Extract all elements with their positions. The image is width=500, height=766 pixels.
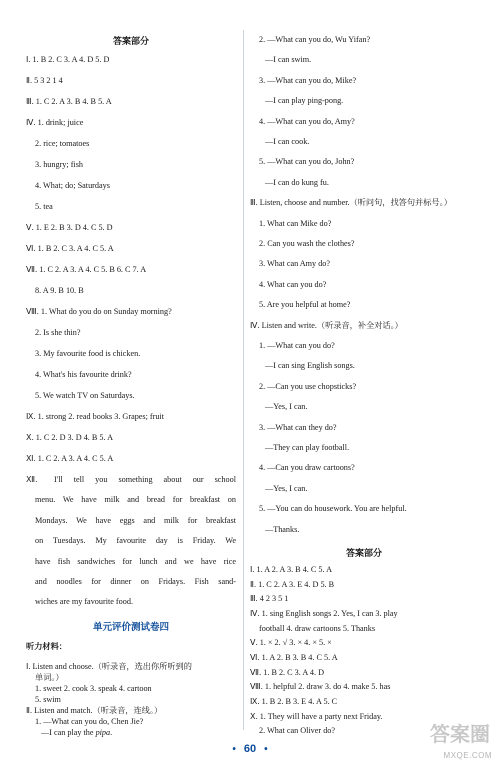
dialogue-line: 1. —What can you do? xyxy=(259,341,335,350)
dialogue-line: 3. —What can you do, Mike? xyxy=(259,75,357,85)
column-divider xyxy=(243,30,244,730)
page-dot-right: • xyxy=(264,744,268,755)
answer-line: Ⅷ. 1. helpful 2. draw 3. do 4. make 5. has xyxy=(250,682,391,692)
answer-line: 4. What's his favourite drink? xyxy=(35,370,132,379)
essay-line: on Tuesdays. My favourite day is Friday. We xyxy=(35,536,236,546)
answer-line: 4. What; do; Saturdays xyxy=(35,181,110,190)
answer-line: 3. hungry; fish xyxy=(35,160,83,169)
line-text: —I can play the xyxy=(41,727,96,737)
dialogue-line: 2. —Can you use chopsticks? xyxy=(259,381,357,391)
watermark-logo xyxy=(428,718,494,762)
answer-line: Ⅵ. 1. B 2. C 3. A 4. C 5. A xyxy=(26,244,114,253)
question-line: 1. What can Mike do? xyxy=(259,218,332,228)
dialogue-line: 5. —You can do housework. You are helpful. xyxy=(259,504,407,514)
question-line: 5. Are you helpful at home? xyxy=(259,300,351,310)
dialogue-line: —I can play ping-pong. xyxy=(265,96,344,106)
listening-line: Ⅱ. Listen and match.（听录音，连线。） xyxy=(26,705,163,715)
answer-line: Ⅲ. 4 2 3 5 1 xyxy=(250,594,289,604)
question-line: 4. What can you do? xyxy=(259,279,327,289)
dialogue-line: 5. —What can you do, John? xyxy=(259,157,355,167)
answer-line: 3. My favourite food is chicken. xyxy=(35,349,141,358)
dialogue-line: —I can swim. xyxy=(265,55,312,65)
essay-line: Mondays. We have eggs and milk for breakfast xyxy=(35,515,236,525)
dialogue-line: —I can cook. xyxy=(265,137,310,146)
answer-section-title: 答案部分 xyxy=(112,36,149,46)
section-heading: Ⅳ. Listen and write.（听录音，补全对话。） xyxy=(250,320,403,330)
answer-line: Ⅳ. 1. drink; juice xyxy=(26,118,84,127)
dialogue-line: —Thanks. xyxy=(265,524,300,534)
answer-line: Ⅸ. 1. B 2. B 3. E 4. A 5. C xyxy=(250,697,338,706)
answer-line: Ⅵ. 1. A 2. B 3. B 4. C 5. A xyxy=(250,653,338,662)
answer-line: 5. We watch TV on Saturdays. xyxy=(35,391,135,400)
answer-line: Ⅴ. 1. E 2. B 3. D 4. C 5. D xyxy=(26,223,113,232)
answer-line: Ⅴ. 1. × 2. √ 3. × 4. × 5. × xyxy=(250,638,332,648)
dialogue-line: —They can play football. xyxy=(265,443,350,452)
answer-line: Ⅰ. 1. A 2. A 3. B 4. C 5. A xyxy=(250,565,333,574)
dialogue-line: —Yes, I can. xyxy=(265,402,308,412)
listening-line: 1. —What can you do, Chen Jie? xyxy=(35,716,144,726)
listening-line: 1. sweet 2. cook 3. speak 4. cartoon xyxy=(35,683,152,693)
essay-line: I'll tell you something about our school xyxy=(54,475,236,484)
question-line: 3. What can Amy do? xyxy=(259,259,331,269)
answer-line: football 4. draw cartoons 5. Thanks xyxy=(259,623,376,633)
line-text: . xyxy=(110,727,113,737)
answer-line: Ⅷ. 1. What do you do on Sunday morning? xyxy=(26,307,172,316)
answer-line: Ⅰ. 1. B 2. C 3. A 4. D 5. D xyxy=(26,55,110,64)
answer-line: 2. Is she thin? xyxy=(35,328,81,337)
section-heading: Ⅲ. Listen, choose and number.（听问句，找答句并标号。） xyxy=(250,198,452,208)
essay-line: menu. We have milk and bread for breakfast on xyxy=(35,495,236,505)
answer-line: Ⅳ. 1. sing English songs 2. Yes, I can 3. play xyxy=(250,609,398,618)
listening-title: 听力材料： xyxy=(26,641,67,651)
dialogue-line: —I can sing English songs. xyxy=(265,361,355,371)
page-dot-left: • xyxy=(232,744,236,755)
question-line: 2. Can you wash the clothes? xyxy=(259,239,355,248)
listening-line: 5. swim xyxy=(35,694,61,704)
dialogue-line: 4. —What can you do, Amy? xyxy=(259,116,355,126)
answer-line: 8. A 9. B 10. B xyxy=(35,286,84,295)
answer-section-title: 答案部分 xyxy=(345,548,382,558)
answer-line: 2. rice; tomatoes xyxy=(35,139,90,148)
essay-line: and noodles for dinner on Fridays. Fish sand- xyxy=(35,577,236,586)
essay-label: Ⅻ. xyxy=(26,475,38,484)
listening-line: Ⅰ. Listen and choose.（听录音，选出你所听到的 xyxy=(26,661,192,671)
listening-line: 单词。） xyxy=(35,672,64,682)
italic-word: pipa xyxy=(95,727,111,737)
page-number-text: 60 xyxy=(243,743,257,755)
dialogue-line: —Yes, I can. xyxy=(265,483,308,493)
answer-line: Ⅺ. 1. C 2. A 3. A 4. C 5. A xyxy=(26,454,114,463)
listening-line xyxy=(41,727,112,738)
answer-line: Ⅶ. 1. C 2. A 3. A 4. C 5. B 6. C 7. A xyxy=(26,265,147,274)
answer-line: Ⅲ. 1. C 2. A 3. B 4. B 5. A xyxy=(26,97,112,106)
dialogue-line: —I can do kung fu. xyxy=(265,177,329,187)
answer-line: Ⅹ. 1. C 2. D 3. D 4. B 5. A xyxy=(26,433,114,442)
answer-line: Ⅹ. 1. They will have a party next Friday. xyxy=(250,711,383,721)
dialogue-line: 3. —What can they do? xyxy=(259,422,337,432)
unit-test-title: 单元评价测试卷四 xyxy=(92,621,169,633)
answer-line: Ⅱ. 5 3 2 1 4 xyxy=(26,76,63,85)
answer-line: Ⅶ. 1. B 2. C 3. A 4. D xyxy=(250,667,324,677)
answer-line: Ⅸ. 1. strong 2. read books 3. Grapes; fruit xyxy=(26,412,165,421)
answer-line: 2. What can Oliver do? xyxy=(259,726,336,736)
dialogue-line: 4. —Can you draw cartoons? xyxy=(259,463,355,473)
essay-line: have fish sandwiches for lunch and we have rice xyxy=(35,556,236,566)
watermark-logo-text: 答案圈 xyxy=(430,724,490,746)
watermark-site-text: MXQE.COM xyxy=(443,751,492,760)
page-number xyxy=(0,743,500,755)
essay-line: wiches are my favourite food. xyxy=(35,597,133,607)
dialogue-line: 2. —What can you do, Wu Yifan? xyxy=(259,35,371,44)
answer-line: Ⅱ. 1. C 2. A 3. E 4. D 5. B xyxy=(250,579,335,589)
answer-line: 5. tea xyxy=(35,202,53,211)
